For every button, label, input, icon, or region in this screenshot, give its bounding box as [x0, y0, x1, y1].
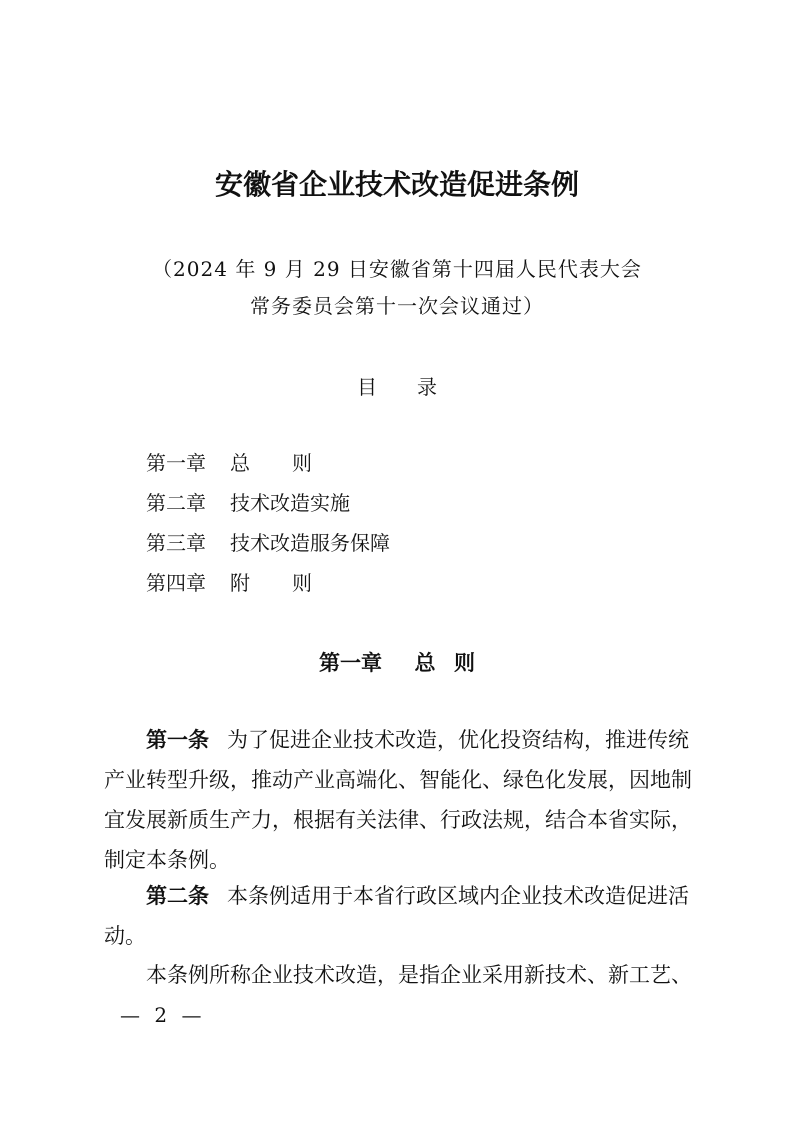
toc-chapter-title-char-1: 附: [230, 571, 250, 595]
article-label: 第一条: [146, 728, 209, 752]
article-line: 动。: [104, 924, 146, 948]
toc-heading-char-2: 录: [417, 375, 437, 399]
adoption-note-line-2: 常务委员会第十一次会议通过）: [250, 294, 544, 318]
toc-item: [146, 449, 646, 489]
article-2-paragraph-2: [104, 955, 694, 995]
toc-heading: [0, 371, 794, 400]
article-1: [104, 720, 694, 880]
toc-chapter-number: 第二章: [146, 491, 206, 515]
table-of-contents: [146, 449, 646, 609]
chapter-number: 第一章: [319, 651, 382, 675]
toc-item: [146, 529, 646, 569]
toc-item: [146, 569, 646, 609]
article-line: 产业转型升级，推动产业高端化、智能化、绿色化发展，因地制: [104, 768, 692, 792]
article-text: 为了促进企业技术改造，优化投资结构，推进传统: [227, 728, 689, 752]
toc-chapter-title-char-2: 则: [292, 571, 312, 595]
article-2: [104, 876, 694, 956]
article-label: 第二条: [146, 884, 209, 908]
chapter-heading: [0, 647, 794, 677]
article-text: 本条例适用于本省行政区域内企业技术改造促进活: [227, 884, 689, 908]
toc-chapter-title-char-2: 则: [292, 451, 312, 475]
toc-chapter-title-char-1: 总: [230, 451, 250, 475]
paragraph-line: 本条例所称企业技术改造，是指企业采用新技术、新工艺、: [146, 963, 692, 987]
document-title: 安徽省企业技术改造促进条例: [214, 168, 579, 201]
page-number: — 2 —: [120, 1003, 206, 1027]
toc-chapter-number: 第一章: [146, 451, 206, 475]
toc-chapter-title: 技术改造服务保障: [230, 531, 390, 555]
article-line: 制定本条例。: [104, 848, 230, 872]
chapter-title-char-2: 则: [454, 651, 475, 675]
toc-item: [146, 489, 646, 529]
article-line: [104, 720, 694, 760]
toc-chapter-number: 第四章: [146, 571, 206, 595]
toc-heading-char-1: 目: [357, 375, 377, 399]
article-line: 宜发展新质生产力，根据有关法律、行政法规，结合本省实际，: [104, 808, 692, 832]
toc-chapter-title: 技术改造实施: [230, 491, 350, 515]
chapter-title-char-1: 总: [414, 651, 436, 675]
toc-chapter-number: 第三章: [146, 531, 206, 555]
adoption-note-line-1: （2024 年 9 月 29 日安徽省第十四届人民代表大会: [152, 257, 642, 281]
article-line: [104, 876, 694, 916]
